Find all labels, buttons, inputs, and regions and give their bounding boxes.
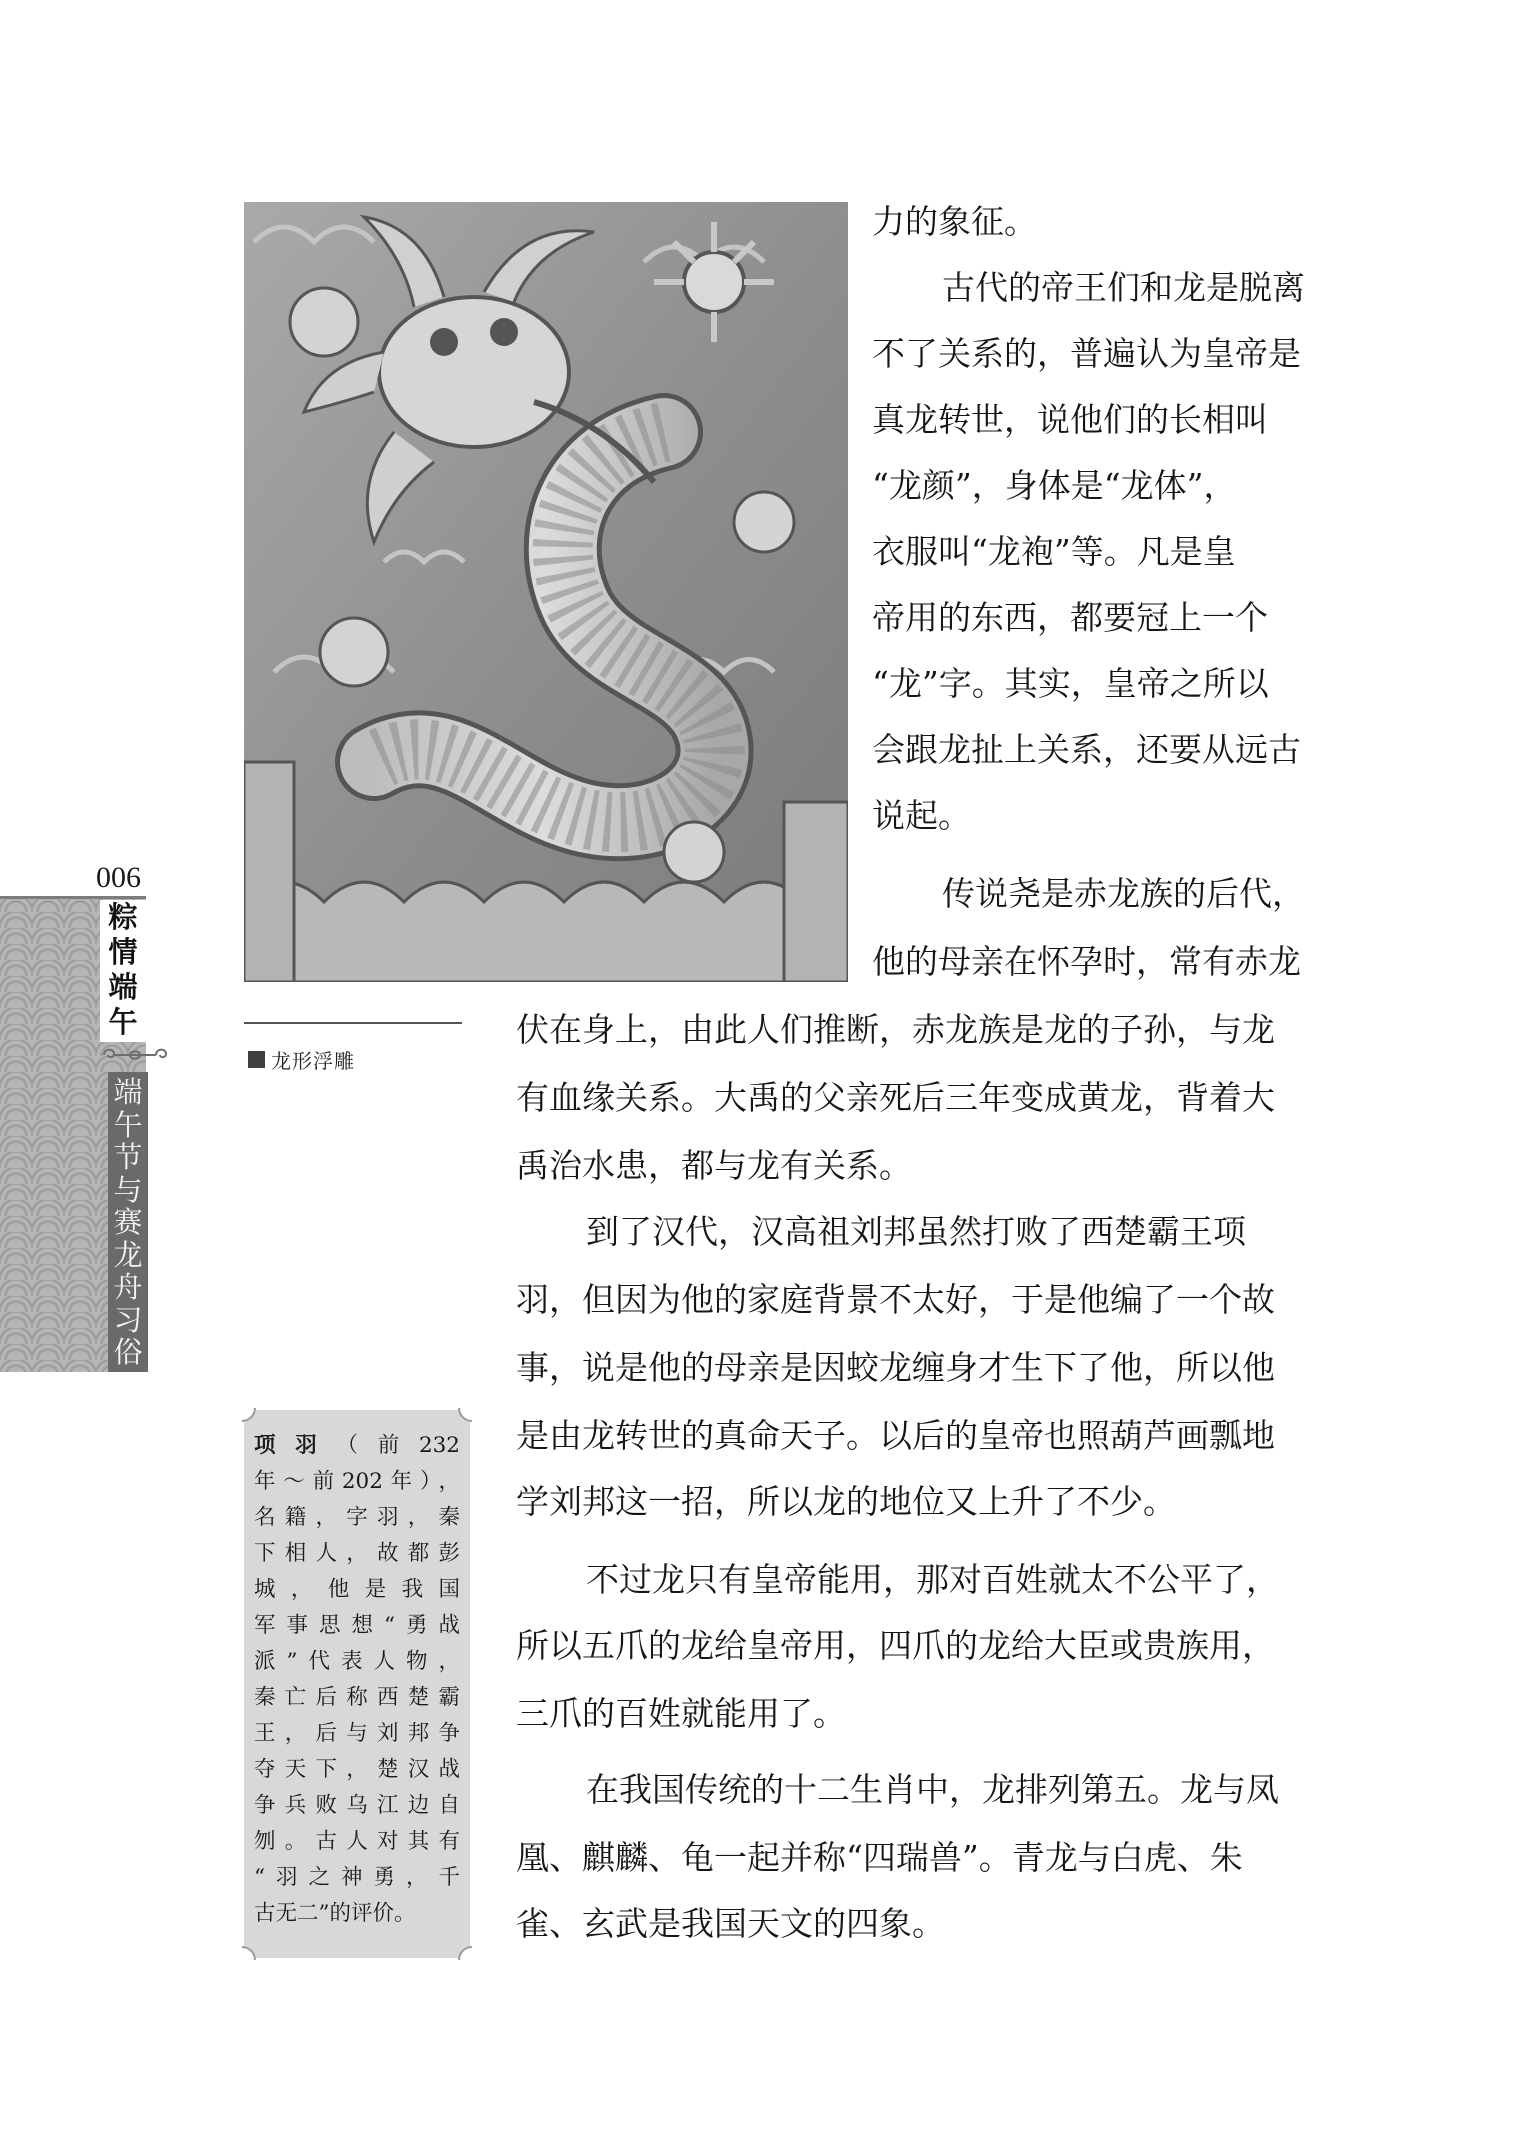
chapter-title-char: 舟 (113, 1270, 143, 1304)
body-line: 真龙转世，说他们的长相叫 (872, 400, 1268, 439)
sidebar-note-box (244, 1410, 470, 1958)
book-title-char: 粽 (108, 900, 138, 934)
body-line: 帝用的东西，都要冠上一个 (872, 598, 1268, 637)
swirl-ornament-icon (100, 1044, 170, 1066)
body-line: 衣服叫“龙袍”等。凡是皇 (872, 532, 1236, 571)
note-corner-ornament (242, 1408, 256, 1422)
image-caption (248, 1046, 355, 1072)
note-line: 下相人，故都彭 (254, 1541, 460, 1566)
note-line: 古无二”的评价。 (254, 1901, 416, 1926)
body-line: 羽，但因为他的家庭背景不太好，于是他编了一个故 (516, 1280, 1275, 1319)
body-line: 会跟龙扯上关系，还要从远古 (872, 730, 1301, 769)
chapter-title-char: 午 (113, 1107, 143, 1142)
body-line: 伏在身上，由此人们推断，赤龙族是龙的子孙，与龙 (516, 1010, 1275, 1049)
body-line: 他的母亲在怀孕时，常有赤龙 (872, 942, 1301, 981)
note-line: 派”代表人物， (254, 1649, 460, 1674)
body-line: 不了关系的，普遍认为皇帝是 (872, 334, 1301, 373)
book-title-char: 情 (108, 935, 138, 969)
note-line: “羽之神勇，千 (254, 1865, 460, 1890)
note-line: 年～前202年）， (254, 1469, 460, 1494)
caption-divider (244, 1022, 462, 1024)
note-line: 争兵败乌江边自 (254, 1793, 460, 1818)
note-line: 王，后与刘邦争 (254, 1721, 460, 1746)
note-line: 军事思想“勇战 (254, 1613, 460, 1638)
chapter-title-char: 习 (113, 1302, 143, 1337)
body-line: “龙”字。其实，皇帝之所以 (872, 664, 1269, 703)
body-line: 是由龙转世的真命天子。以后的皇帝也照葫芦画瓢地 (516, 1416, 1275, 1455)
body-line: 传说尧是赤龙族的后代， (942, 874, 1305, 913)
note-line-heading (254, 1428, 460, 1464)
body-line: 所以五爪的龙给皇帝用，四爪的龙给大臣或贵族用， (516, 1626, 1275, 1665)
body-line: 古代的帝王们和龙是脱离 (942, 268, 1305, 307)
sidebar-band-top-rule (0, 896, 146, 899)
body-line: 事，说是他的母亲是因蛟龙缠身才生下了他，所以他 (516, 1348, 1275, 1387)
dragon-relief-photo (244, 202, 848, 982)
note-line-tail: （前232 (336, 1433, 460, 1458)
image-caption-text: 龙形浮雕 (271, 1048, 355, 1073)
note-term: 项羽 (254, 1433, 337, 1458)
body-line: “龙颜”，身体是“龙体”， (872, 466, 1237, 505)
note-line: 刎。古人对其有 (254, 1829, 460, 1854)
book-title-vertical (100, 900, 146, 1042)
body-line: 不过龙只有皇帝能用，那对百姓就太不公平了， (586, 1560, 1279, 1599)
body-line: 在我国传统的十二生肖中，龙排列第五。龙与凤 (586, 1770, 1279, 1809)
chapter-title-char: 与 (113, 1172, 143, 1207)
note-line: 秦亡后称西楚霸 (254, 1685, 460, 1710)
body-line: 有血缘关系。大禹的父亲死后三年变成黄龙，背着大 (516, 1078, 1275, 1117)
chapter-title-char: 俗 (113, 1335, 143, 1369)
note-corner-ornament (458, 1408, 472, 1422)
body-line: 学刘邦这一招，所以龙的地位又上升了不少。 (516, 1482, 1176, 1521)
note-line: 夺天下，楚汉战 (254, 1757, 460, 1782)
chapter-title-vertical (108, 1072, 148, 1372)
body-line: 到了汉代，汉高祖刘邦虽然打败了西楚霸王项 (586, 1212, 1246, 1251)
body-line: 禹治水患，都与龙有关系。 (516, 1146, 912, 1185)
caption-square-icon (248, 1051, 265, 1068)
chapter-title-char: 端 (113, 1075, 143, 1109)
note-corner-ornament (458, 1946, 472, 1960)
chapter-title-char: 节 (113, 1140, 143, 1174)
body-line: 说起。 (872, 796, 971, 835)
book-title-char: 午 (108, 1005, 138, 1039)
body-line: 力的象征。 (872, 202, 1037, 241)
chapter-title-char: 赛 (113, 1205, 143, 1239)
note-line: 城，他是我国 (254, 1577, 460, 1602)
body-line: 三爪的百姓就能用了。 (516, 1694, 846, 1733)
note-line: 名籍，字羽，秦 (254, 1505, 460, 1530)
chapter-title-char: 龙 (113, 1237, 143, 1272)
body-line: 雀、玄武是我国天文的四象。 (516, 1904, 945, 1943)
page-number: 006 (96, 861, 141, 894)
book-title-char: 端 (108, 970, 138, 1004)
body-line: 凰、麒麟、龟一起并称“四瑞兽”。青龙与白虎、朱 (516, 1838, 1243, 1877)
note-corner-ornament (242, 1946, 256, 1960)
